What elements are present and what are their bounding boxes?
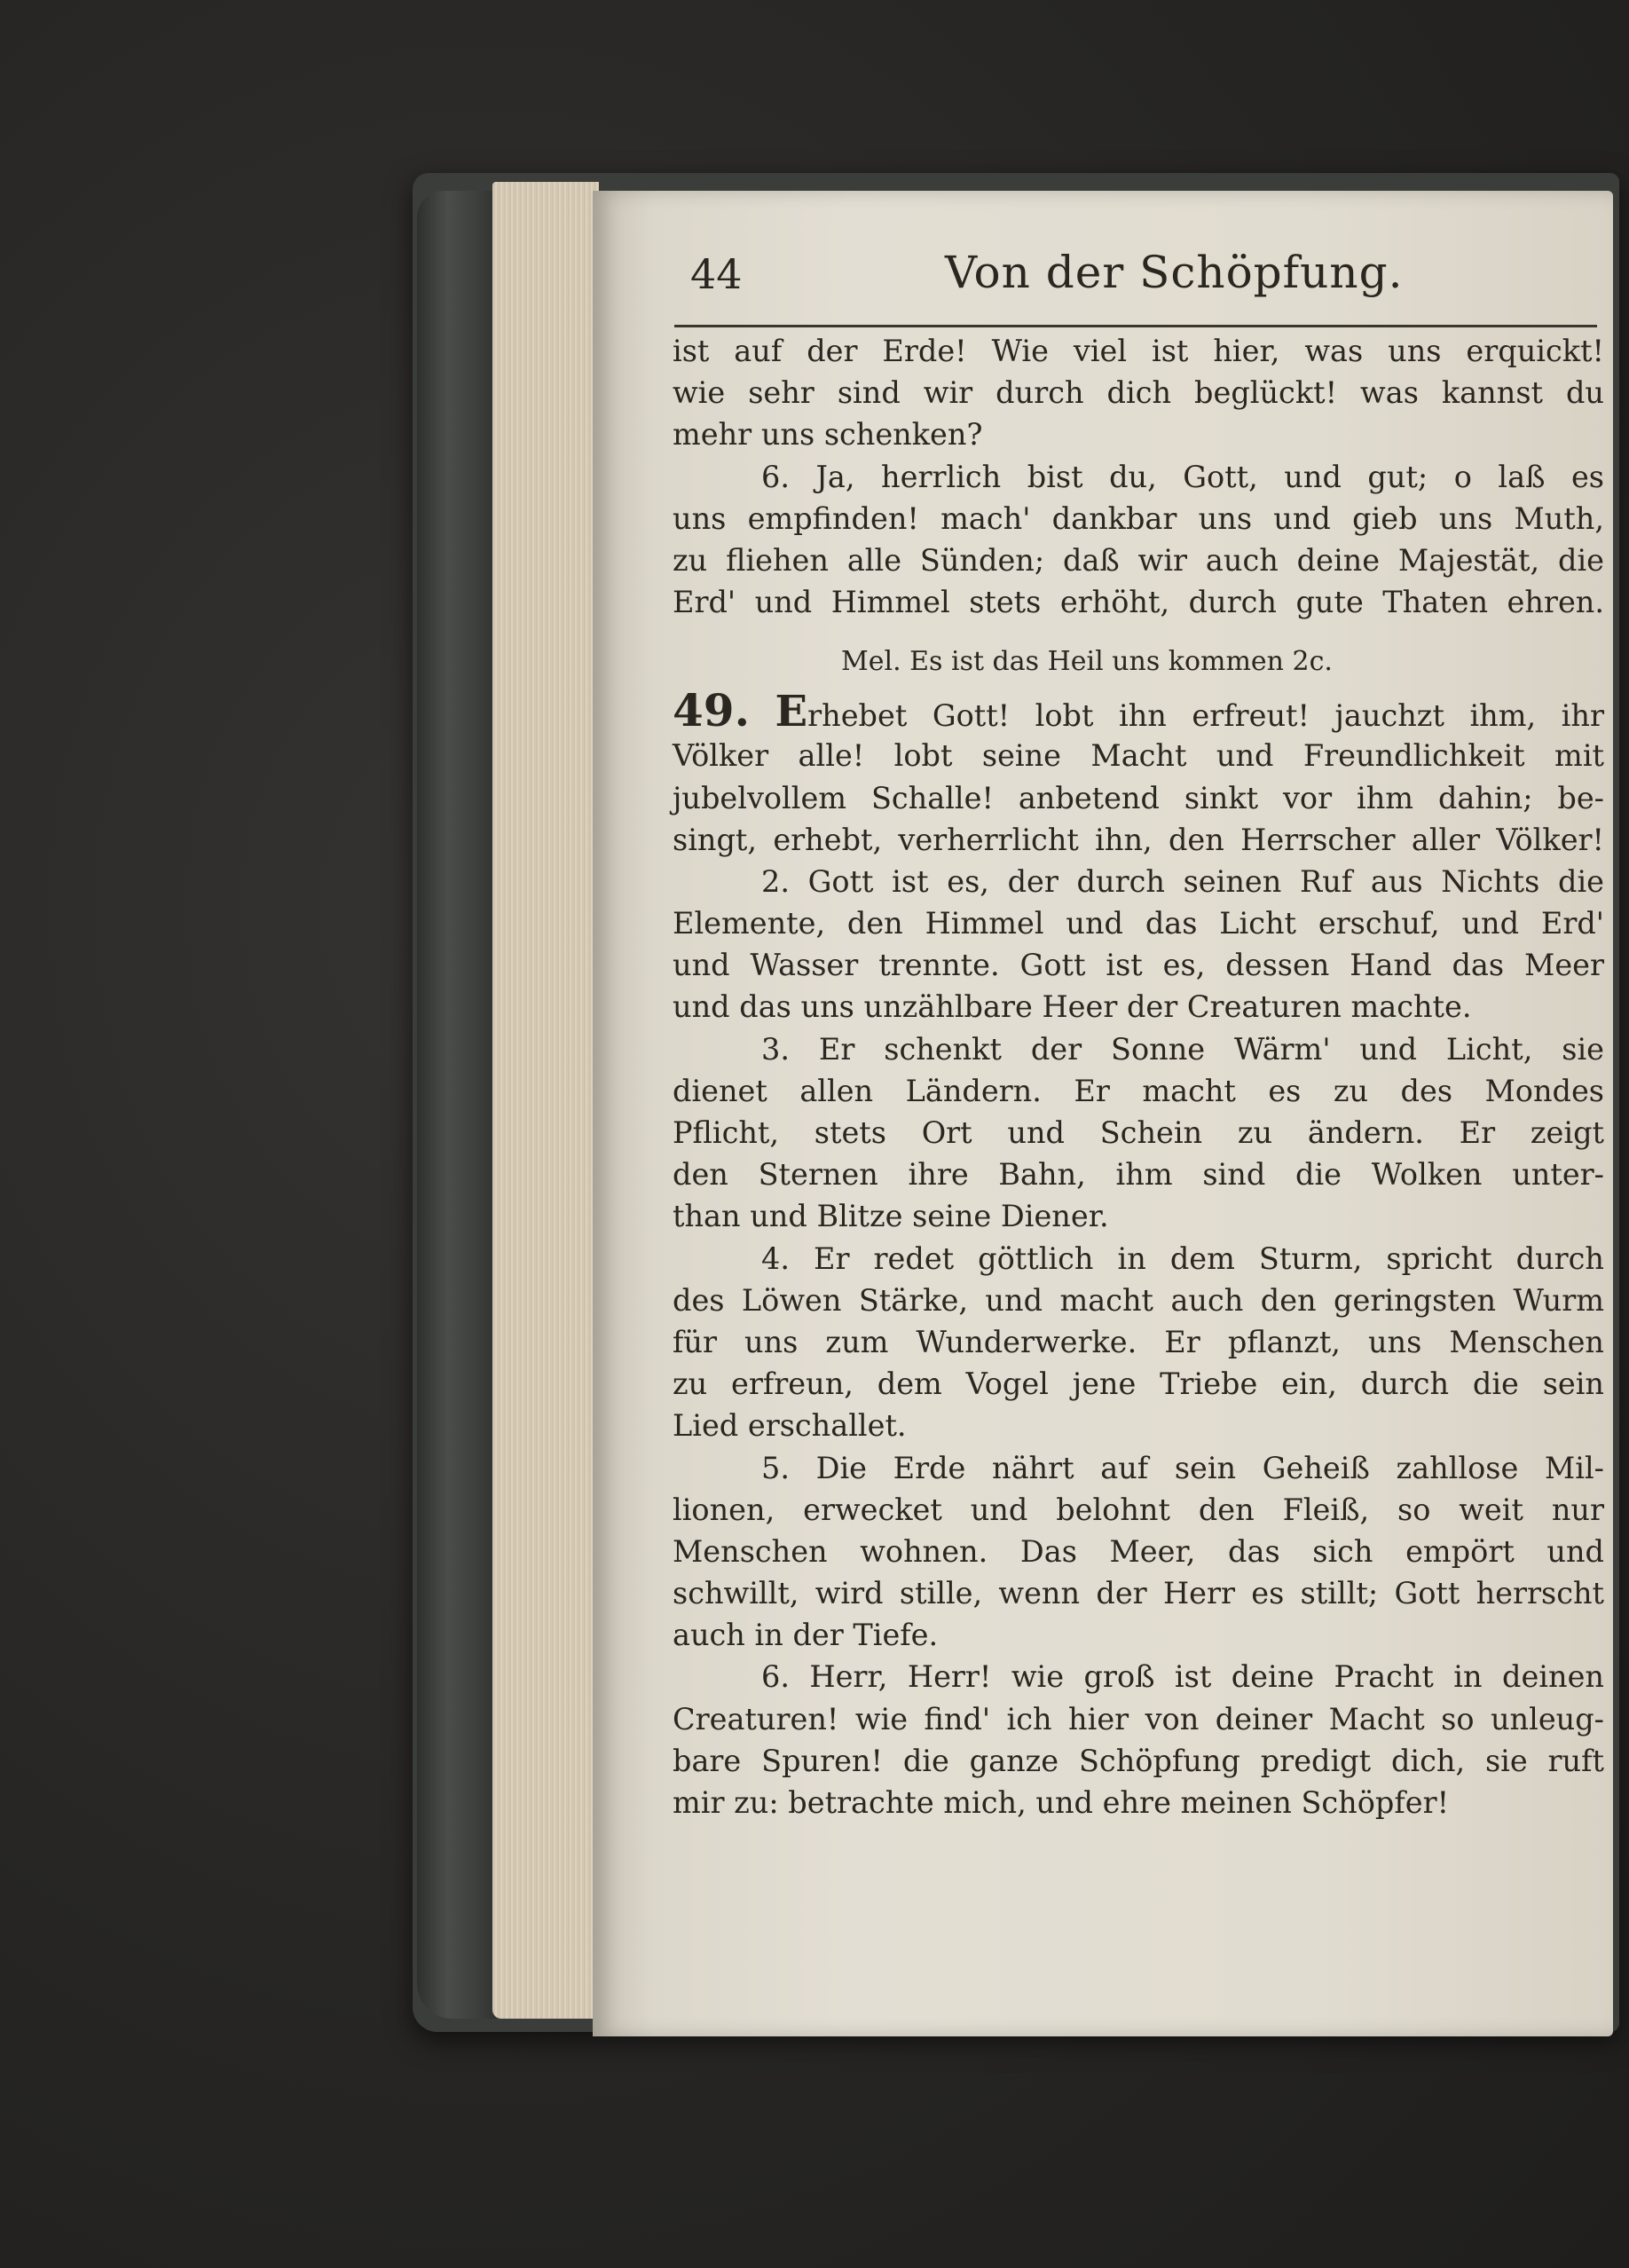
- text-line: für uns zum Wunderwerke. Er pflanzt, uns Menschen: [673, 1324, 1604, 1359]
- verse-6: [673, 1656, 1604, 1823]
- text-line: Elemente, den Himmel und das Licht erschuf, und Erd': [673, 906, 1604, 941]
- text-line: auch in der Tiefe.: [673, 1618, 939, 1653]
- verse-5: [673, 1447, 1604, 1657]
- text-line: 4. Er redet göttlich in dem Sturm, spricht durch: [761, 1240, 1604, 1276]
- text-line: 6. Ja, herrlich bist du, Gott, und gut; o laß es: [761, 459, 1604, 494]
- verse-3: [673, 1028, 1604, 1238]
- text-line: rhebet Gott! lobt ihn erfreut! jauchzt ihm, ihr: [807, 698, 1604, 734]
- drop-cap: E: [775, 687, 808, 737]
- hymn-49: [673, 684, 1604, 861]
- text-line: singt, erhebt, verherrlicht ihn, den Herrscher aller Völker!: [673, 822, 1604, 857]
- verse-4: [673, 1238, 1604, 1447]
- text-line: 3. Er schenkt der Sonne Wärm' und Licht, sie: [761, 1031, 1604, 1067]
- page-body: [673, 330, 1604, 1823]
- text-line: Erd' und Himmel stets erhöht, durch gute Thaten ehren.: [673, 585, 1604, 620]
- text-line: 2. Gott ist es, der durch seinen Ruf aus Nichts die: [761, 863, 1604, 899]
- text-line: ist auf der Erde! Wie viel ist hier, was uns erquickt!: [673, 334, 1604, 368]
- text-line: 6. Herr, Herr! wie groß ist deine Pracht in deinen: [761, 1659, 1604, 1695]
- text-line: dienet allen Ländern. Er macht es zu des Mondes: [673, 1073, 1604, 1108]
- header-rule: [674, 325, 1597, 327]
- text-line: 5. Die Erde nährt auf sein Geheiß zahllose Mil-: [761, 1450, 1604, 1485]
- text-line: zu erfreun, dem Vogel jene Triebe ein, durch die sein: [673, 1366, 1604, 1402]
- text-line: Lied erschallet.: [673, 1408, 907, 1444]
- text-line: Creaturen! wie find' ich hier von deiner Macht so unleug-: [673, 1701, 1604, 1736]
- continuation-paragraph: [673, 330, 1604, 456]
- page-number: 44: [690, 250, 743, 298]
- page-header: [674, 247, 1597, 321]
- text-line: des Löwen Stärke, und macht auch den geringsten Wurm: [673, 1282, 1604, 1318]
- text-line: mir zu: betrachte mich, und ehre meinen Schöpfer!: [673, 1785, 1450, 1820]
- running-head: Von der Schöpfung.: [945, 247, 1404, 298]
- verse-2: [673, 861, 1604, 1028]
- page-edges: [492, 182, 599, 2019]
- text-line: mehr uns schenken?: [673, 417, 983, 453]
- text-line: und das uns unzählbare Heer der Creaturen machte.: [673, 989, 1472, 1025]
- text-line: Völker alle! lobt seine Macht und Freundlichkeit mit: [673, 738, 1604, 774]
- text-line: und Wasser trennte. Gott ist es, dessen Hand das Meer: [673, 948, 1604, 983]
- text-line: zu fliehen alle Sünden; daß wir auch deine Majestät, die: [673, 542, 1604, 578]
- text-line: wie sehr sind wir durch dich beglückt! was kannst du: [673, 375, 1604, 411]
- text-line: bare Spuren! die ganze Schöpfung predigt dich, sie ruft: [673, 1743, 1604, 1778]
- text-line: den Sternen ihre Bahn, ihm sind die Wolken unter-: [673, 1157, 1604, 1193]
- text-line: Pflicht, stets Ort und Schein zu ändern. Er zeigt: [673, 1115, 1604, 1150]
- text-line: schwillt, wird stille, wenn der Herr es stillt; Gott herrscht: [673, 1576, 1604, 1611]
- verse-6-previous-hymn: [673, 456, 1604, 624]
- text-line: than und Blitze seine Diener.: [673, 1199, 1109, 1234]
- hymn-number: 49.: [673, 684, 750, 737]
- hymn-49-first-line: [673, 684, 1604, 737]
- melody-line: Mel. Es ist das Heil uns kommen 2c.: [841, 646, 1333, 678]
- text-line: uns empfinden! mach' dankbar uns und gieb uns Muth,: [673, 500, 1604, 536]
- text-line: lionen, erwecket und belohnt den Fleiß, so weit nur: [673, 1492, 1604, 1527]
- text-line: Menschen wohnen. Das Meer, das sich empört und: [673, 1533, 1604, 1569]
- text-line: jubelvollem Schalle! anbetend sinkt vor ihm dahin; be-: [673, 780, 1604, 815]
